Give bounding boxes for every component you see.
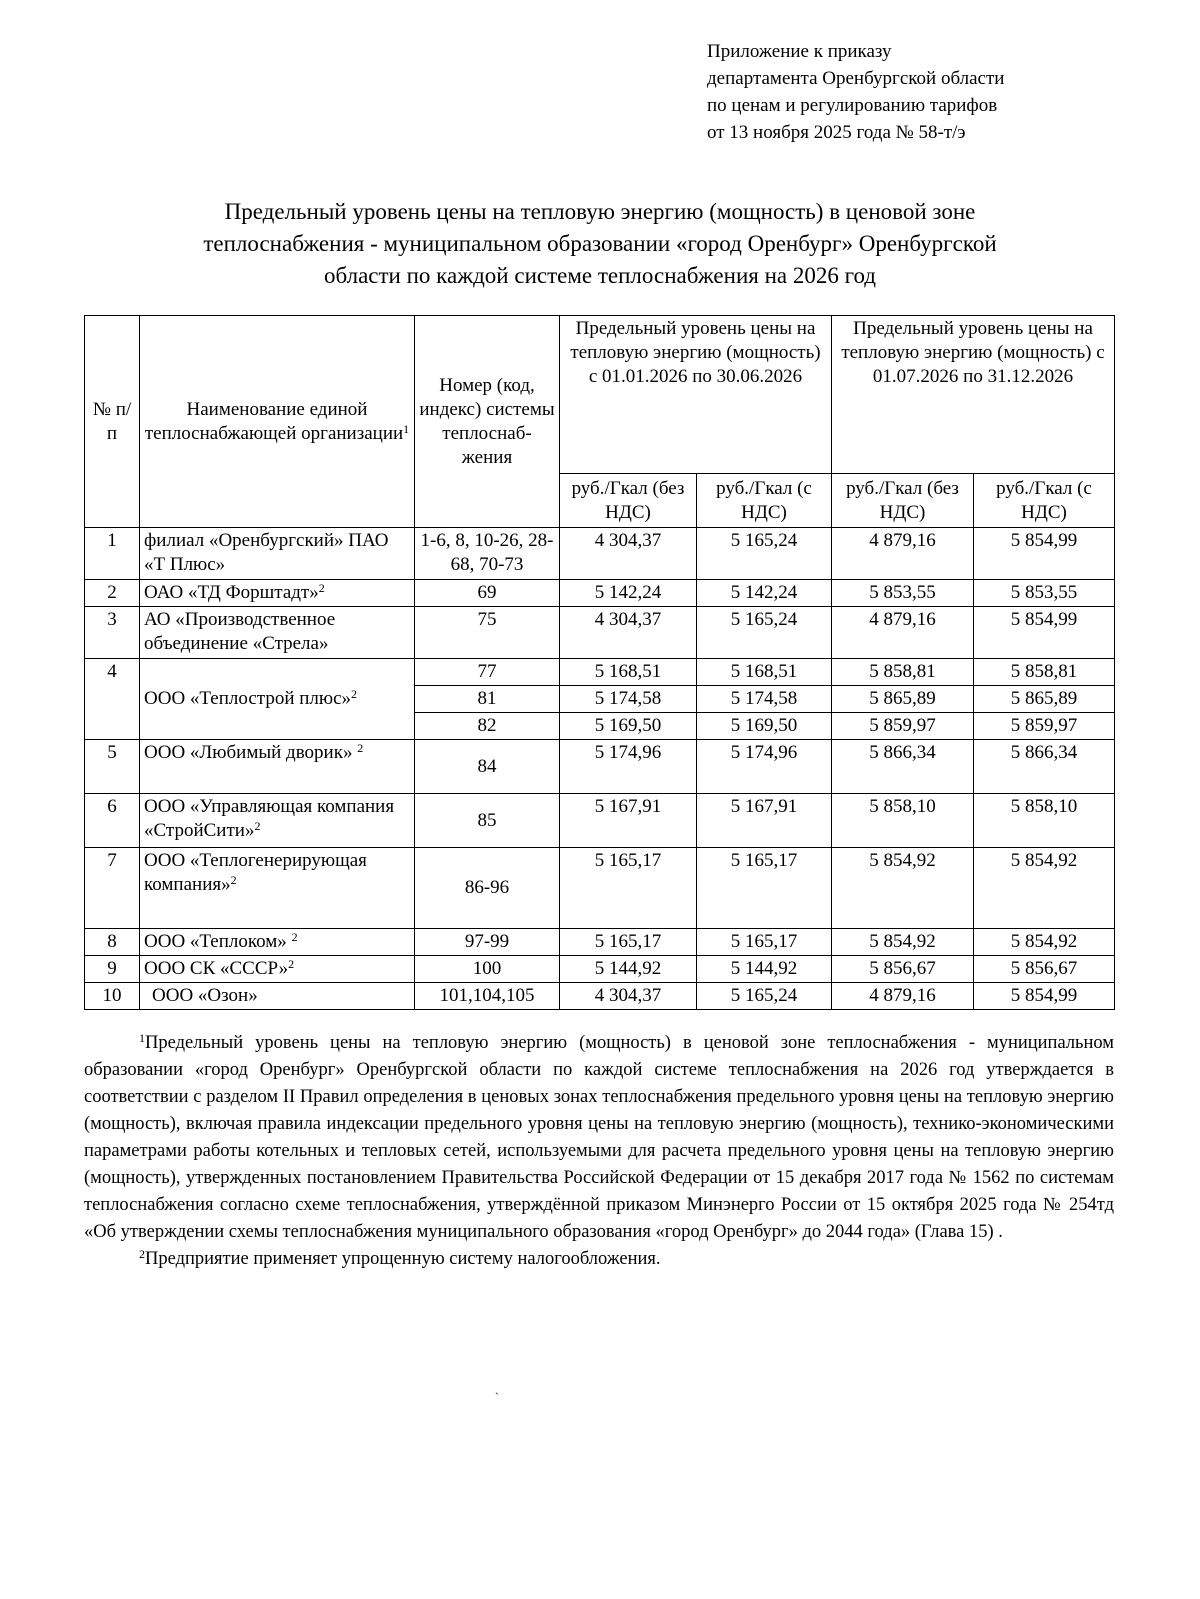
org-name bbox=[140, 659, 415, 740]
org-name bbox=[140, 794, 415, 848]
appendix-line: по ценам и регулированию тарифов bbox=[707, 95, 998, 116]
table-row bbox=[85, 528, 1115, 580]
system-code: 86-96 bbox=[415, 848, 560, 929]
footnote-ref: 2 bbox=[351, 687, 358, 701]
price-h1-no-vat: 4 304,37 bbox=[560, 983, 697, 1010]
price-h2-vat: 5 856,67 bbox=[974, 956, 1115, 983]
price-h2-no-vat: 5 858,81 bbox=[832, 659, 974, 686]
price-table bbox=[84, 315, 1115, 1010]
price-h1-no-vat: 4 304,37 bbox=[560, 528, 697, 580]
row-num: 8 bbox=[85, 929, 140, 956]
price-h2-vat: 5 865,89 bbox=[974, 686, 1115, 713]
price-h1-no-vat: 5 165,17 bbox=[560, 848, 697, 929]
footnote-mark: 1 bbox=[139, 1031, 145, 1045]
price-h2-no-vat: 5 858,10 bbox=[832, 794, 974, 848]
org-name-text: ООО «Озон» bbox=[152, 985, 258, 1006]
footnote-1 bbox=[84, 1030, 1114, 1246]
price-h1-no-vat: 5 142,24 bbox=[560, 580, 697, 607]
org-name-text: АО «Производственное объединение «Стрела» bbox=[144, 609, 336, 654]
price-h2-no-vat: 5 854,92 bbox=[832, 848, 974, 929]
table-row bbox=[85, 659, 1115, 686]
row-num: 9 bbox=[85, 956, 140, 983]
header-system: Номер (код, индекс) системы теплоснаб-жения bbox=[415, 316, 560, 528]
row-num: 3 bbox=[85, 607, 140, 659]
price-h1-no-vat: 5 169,50 bbox=[560, 713, 697, 740]
row-num: 5 bbox=[85, 740, 140, 794]
system-code: 77 bbox=[415, 659, 560, 686]
org-name bbox=[140, 740, 415, 794]
footnote-ref: 2 bbox=[291, 930, 298, 944]
price-h2-vat: 5 866,34 bbox=[974, 740, 1115, 794]
header-num: № п/п bbox=[85, 316, 140, 528]
table-row bbox=[85, 740, 1115, 794]
org-name bbox=[140, 580, 415, 607]
price-h1-vat: 5 165,24 bbox=[697, 528, 832, 580]
price-h1-vat: 5 165,24 bbox=[697, 607, 832, 659]
appendix-line: Приложение к приказу bbox=[707, 41, 892, 62]
header-period-2: Предельный уровень цены на тепловую энергию (мощность) с 01.07.2026 по 31.12.2026 bbox=[832, 316, 1115, 474]
price-h2-vat: 5 854,99 bbox=[974, 528, 1115, 580]
header-org-name bbox=[140, 316, 415, 528]
system-code: 100 bbox=[415, 956, 560, 983]
title-line: теплоснабжения - муниципальном образовании «город Оренбург» Оренбургской bbox=[203, 231, 997, 256]
footnote-ref: 1 bbox=[403, 421, 410, 436]
org-name bbox=[140, 528, 415, 580]
price-h2-vat: 5 853,55 bbox=[974, 580, 1115, 607]
header-rub-no-vat: руб./Гкал (без НДС) bbox=[560, 474, 697, 528]
table-row bbox=[85, 956, 1115, 983]
org-name bbox=[140, 929, 415, 956]
org-name bbox=[140, 956, 415, 983]
system-code: 81 bbox=[415, 686, 560, 713]
footnote-ref: 2 bbox=[357, 741, 364, 755]
price-h1-no-vat: 4 304,37 bbox=[560, 607, 697, 659]
appendix-header bbox=[707, 38, 1127, 146]
table-row bbox=[85, 848, 1115, 929]
header-rub-vat: руб./Гкал (с НДС) bbox=[697, 474, 832, 528]
org-name-text: ООО «Теплострой плюс» bbox=[144, 688, 352, 709]
price-h2-no-vat: 5 865,89 bbox=[832, 686, 974, 713]
org-name-text: ООО СК «СССР» bbox=[144, 958, 289, 979]
table-row bbox=[85, 607, 1115, 659]
org-name-text: ООО «Теплоком» bbox=[144, 931, 287, 952]
document-title bbox=[90, 196, 1110, 292]
footnote-ref: 2 bbox=[288, 957, 295, 971]
system-code: 1-6, 8, 10-26, 28-68, 70-73 bbox=[415, 528, 560, 580]
system-code: 97-99 bbox=[415, 929, 560, 956]
row-num: 4 bbox=[85, 659, 140, 740]
price-h1-vat: 5 174,96 bbox=[697, 740, 832, 794]
price-h2-no-vat: 5 853,55 bbox=[832, 580, 974, 607]
price-h2-no-vat: 4 879,16 bbox=[832, 528, 974, 580]
table-row bbox=[85, 794, 1115, 848]
price-h2-vat: 5 854,92 bbox=[974, 929, 1115, 956]
price-h2-vat: 5 859,97 bbox=[974, 713, 1115, 740]
price-h1-vat: 5 144,92 bbox=[697, 956, 832, 983]
row-num: 1 bbox=[85, 528, 140, 580]
org-name bbox=[140, 983, 415, 1010]
price-h1-vat: 5 168,51 bbox=[697, 659, 832, 686]
title-line: Предельный уровень цены на тепловую энергию (мощность) в ценовой зоне bbox=[224, 199, 976, 224]
appendix-line: от 13 ноября 2025 года № 58-т/э bbox=[707, 122, 966, 143]
org-name-text: филиал «Оренбургский» ПАО «Т Плюс» bbox=[144, 530, 389, 575]
price-h1-vat: 5 165,24 bbox=[697, 983, 832, 1010]
table-row bbox=[85, 983, 1115, 1010]
org-name-text: ООО «Любимый дворик» bbox=[144, 742, 353, 763]
system-code: 69 bbox=[415, 580, 560, 607]
price-h2-vat: 5 858,81 bbox=[974, 659, 1115, 686]
price-h1-no-vat: 5 167,91 bbox=[560, 794, 697, 848]
price-h2-no-vat: 4 879,16 bbox=[832, 607, 974, 659]
footnote-1-text: Предельный уровень цены на тепловую энергию (мощность) в ценовой зоне теплоснабжения - муниципальном образовании «город Оренбург» Оренбургской области по каждой системе теплоснабжения на 2026 год утверждается в соответствии с разделом II Правил определения в ценовых зонах теплоснабжения предельного уровня цены на тепловую энергию (мощность), включая правила индексации предельного уровня цены на тепловую энергию (мощность), технико-экономическими параметрами работы котельных и тепловых сетей, используемыми для расчета предельного уровня цены на тепловую энергию (мощность), утвержденных постановлением Правительства Российской Федерации от 15 декабря 2017 года № 1562 по системам теплоснабжения согласно схеме теплоснабжения, утверждённой приказом Минэнерго России от 15 октября 2025 года № 254тд «Об утверждении схемы теплоснабжения муниципального образования «город Оренбург» до 2044 года» (Глава 15) . bbox=[84, 1033, 1114, 1242]
header-period-1: Предельный уровень цены на тепловую энергию (мощность) с 01.01.2026 по 30.06.2026 bbox=[560, 316, 832, 474]
scan-speck: ˋ bbox=[495, 1390, 499, 1404]
price-h2-no-vat: 5 854,92 bbox=[832, 929, 974, 956]
price-h1-no-vat: 5 174,58 bbox=[560, 686, 697, 713]
header-org-name-text: Наименование единой теплоснабжающей организации bbox=[144, 398, 404, 444]
org-name-text: ООО «Теплогенерирующая компания» bbox=[144, 850, 367, 895]
footnote-ref: 2 bbox=[318, 581, 325, 595]
price-h2-vat: 5 854,92 bbox=[974, 848, 1115, 929]
org-name bbox=[140, 848, 415, 929]
system-code: 82 bbox=[415, 713, 560, 740]
footnote-ref: 2 bbox=[254, 819, 261, 833]
price-h1-no-vat: 5 165,17 bbox=[560, 929, 697, 956]
org-name-text: ОАО «ТД Форштадт» bbox=[144, 582, 319, 603]
org-name-text: ООО «Управляющая компания «СтройСити» bbox=[144, 796, 395, 841]
row-num: 6 bbox=[85, 794, 140, 848]
price-h2-no-vat: 5 866,34 bbox=[832, 740, 974, 794]
price-h2-vat: 5 858,10 bbox=[974, 794, 1115, 848]
row-num: 10 bbox=[85, 983, 140, 1010]
title-line: области по каждой системе теплоснабжения на 2026 год bbox=[323, 263, 876, 288]
price-h2-no-vat: 5 859,97 bbox=[832, 713, 974, 740]
system-code: 84 bbox=[415, 740, 560, 794]
price-h1-vat: 5 165,17 bbox=[697, 848, 832, 929]
header-rub-no-vat: руб./Гкал (без НДС) bbox=[832, 474, 974, 528]
table-row bbox=[85, 580, 1115, 607]
row-num: 7 bbox=[85, 848, 140, 929]
footnote-mark: 2 bbox=[139, 1247, 145, 1261]
table-row bbox=[85, 929, 1115, 956]
footnotes bbox=[84, 1030, 1114, 1273]
price-h1-vat: 5 169,50 bbox=[697, 713, 832, 740]
price-h2-vat: 5 854,99 bbox=[974, 607, 1115, 659]
org-name bbox=[140, 607, 415, 659]
system-code: 75 bbox=[415, 607, 560, 659]
price-h1-no-vat: 5 174,96 bbox=[560, 740, 697, 794]
system-code: 85 bbox=[415, 794, 560, 848]
price-h1-no-vat: 5 144,92 bbox=[560, 956, 697, 983]
footnote-2-text: Предприятие применяет упрощенную систему налогообложения. bbox=[145, 1249, 661, 1269]
system-code: 101,104,105 bbox=[415, 983, 560, 1010]
footnote-2 bbox=[84, 1246, 1114, 1273]
price-h1-vat: 5 165,17 bbox=[697, 929, 832, 956]
price-h2-no-vat: 5 856,67 bbox=[832, 956, 974, 983]
row-num: 2 bbox=[85, 580, 140, 607]
header-rub-vat: руб./Гкал (с НДС) bbox=[974, 474, 1115, 528]
price-h1-no-vat: 5 168,51 bbox=[560, 659, 697, 686]
price-h1-vat: 5 167,91 bbox=[697, 794, 832, 848]
price-h1-vat: 5 142,24 bbox=[697, 580, 832, 607]
price-h2-vat: 5 854,99 bbox=[974, 983, 1115, 1010]
footnote-ref: 2 bbox=[230, 873, 237, 887]
appendix-line: департамента Оренбургской области bbox=[707, 68, 1005, 89]
price-h1-vat: 5 174,58 bbox=[697, 686, 832, 713]
price-h2-no-vat: 4 879,16 bbox=[832, 983, 974, 1010]
